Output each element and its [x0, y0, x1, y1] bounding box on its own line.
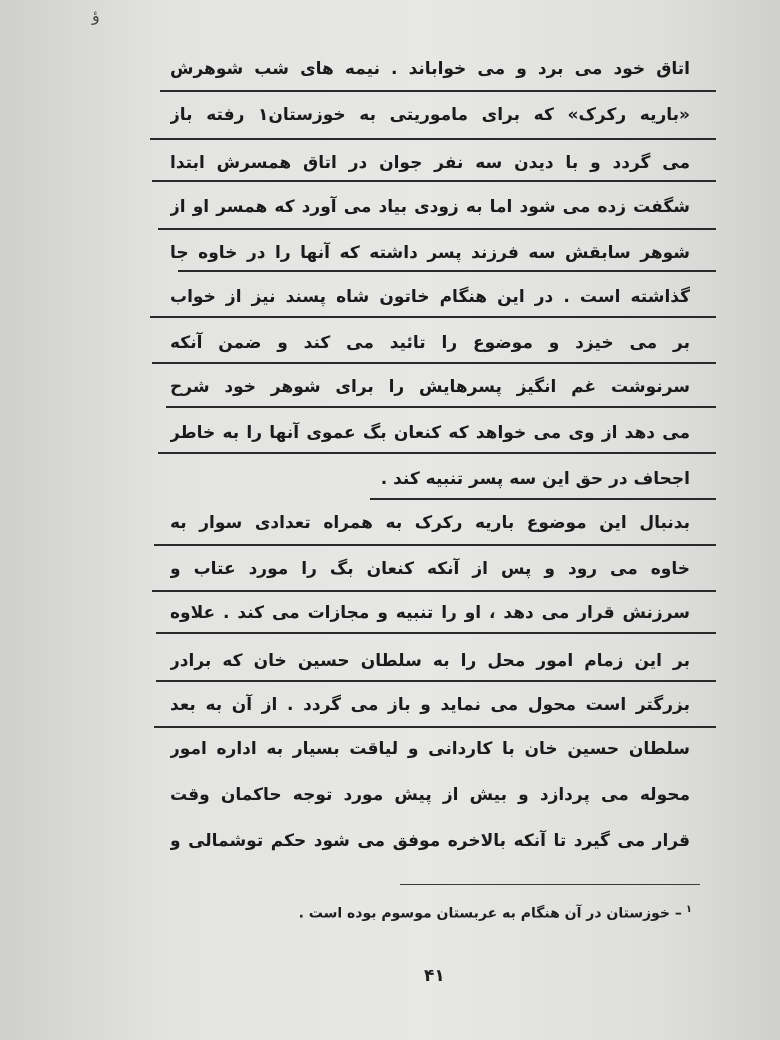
text-line-1: اتاق خود می برد و می خواباند . نیمه های شب شوهرش [170, 59, 690, 79]
text-line-13: سرزنش قرار می دهد ، او را تنبیه و مجازات می کند . علاوه [170, 603, 690, 623]
underline-rule [166, 406, 716, 408]
underline-rule [178, 270, 716, 272]
text-line-16: سلطان حسین خان با کاردانی و لیاقت بسیار به اداره امور [170, 739, 690, 759]
text-line-5: شوهر سابقش سه فرزند پسر داشته که آنها را در خاوه جا [170, 243, 690, 263]
footnote-marker: ۱ [685, 904, 692, 915]
underline-rule [156, 632, 716, 634]
underline-rule [152, 180, 716, 182]
text-line-14: بر این زمام امور محل را به سلطان حسین خان که برادر [170, 651, 690, 671]
text-line-11: بدنبال این موضوع باریه رکرک به همراه تعدادی سوار به [170, 513, 690, 533]
underline-rule [370, 498, 716, 500]
text-line-7: بر می خیزد و موضوع را تائید می کند و ضمن آنکه [170, 333, 690, 353]
underline-rule [152, 590, 716, 592]
underline-rule [156, 680, 716, 682]
text-line-15: بزرگتر است محول می نماید و باز می گردد . از آن به بعد [170, 695, 690, 715]
underline-rule [152, 362, 716, 364]
text-line-9: می دهد از وی می خواهد که کنعان بگ عموی آنها را به خاطر [170, 423, 690, 443]
text-line-4: شگفت زده می شود اما به زودی بیاد می آورد که همسر او از [170, 197, 690, 217]
text-line-10: اجحاف در حق این سه پسر تنبیه کند . [380, 469, 690, 489]
text-line-2: «باریه رکرک» که برای ماموریتی به خوزستان۱ رفته باز [170, 105, 690, 125]
text-line-18: قرار می گیرد تا آنکه بالاخره موفق می شود حکم توشمالی و [170, 831, 690, 851]
footnote-separator [400, 884, 700, 885]
underline-rule [154, 544, 716, 546]
underline-rule [158, 228, 716, 230]
underline-rule [150, 316, 716, 318]
underline-rule [160, 90, 716, 92]
underline-rule [154, 726, 716, 728]
underline-rule [158, 452, 716, 454]
text-line-3: می گردد و با دیدن سه نفر جوان در اتاق همسرش ابتدا [170, 153, 690, 173]
text-line-17: محوله می پردازد و بیش از پیش مورد توجه حاکمان وقت [170, 785, 690, 805]
footnote [299, 904, 692, 922]
corner-mark: ؤ [92, 6, 100, 25]
underline-rule [150, 138, 716, 140]
footnote-text: – خوزستان در آن هنگام به عربستان موسوم بوده است . [298, 905, 682, 922]
text-line-6: گذاشته است . در این هنگام خاتون شاه پسند نیز از خواب [170, 287, 690, 307]
text-line-12: خاوه می رود و پس از آنکه کنعان بگ را مورد عتاب و [170, 559, 690, 579]
page-number: ۴۱ [424, 966, 445, 986]
text-line-8: سرنوشت غم انگیز پسرهایش را برای شوهر خود شرح [170, 377, 690, 397]
